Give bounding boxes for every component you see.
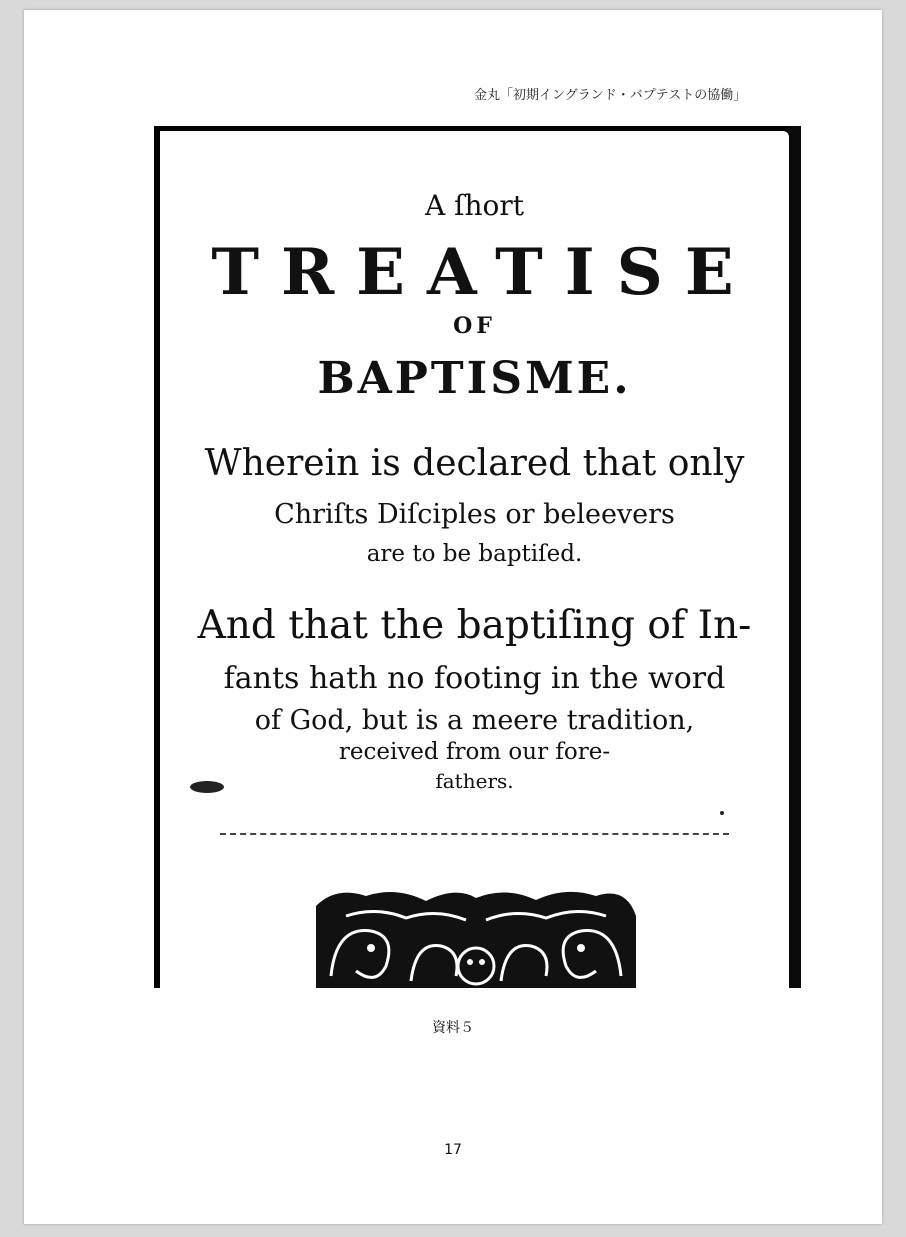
scan-paper — [160, 131, 789, 988]
ink-speck — [720, 811, 724, 815]
subtitle-line-7: received from our fore- — [338, 739, 611, 765]
title-line-baptisme: BAPTISME. — [317, 353, 632, 404]
subtitle-line-4: And that the baptiſing of In- — [197, 603, 752, 648]
scanned-title-page-image — [154, 126, 801, 988]
horizontal-rule — [220, 833, 729, 835]
subtitle-line-8: fathers. — [435, 769, 514, 793]
title-line-a-short: A ſhort — [424, 189, 524, 222]
title-line-treatise: TREATISE — [211, 235, 756, 310]
title-line-of: OF — [453, 313, 496, 339]
running-header: 金丸「初期イングランド・バプテストの協働」 — [474, 88, 747, 103]
subtitle-line-2: Chriſts Diſciples or beleevers — [274, 499, 675, 530]
subtitle-line-6: of God, but is a meere tradition, — [254, 705, 695, 736]
page-number: 17 — [444, 1142, 462, 1158]
ink-blot — [190, 781, 224, 793]
subtitle-line-3: are to be baptiſed. — [366, 541, 583, 567]
document-page — [24, 10, 882, 1224]
subtitle-line-5: fants hath no footing in the word — [223, 661, 726, 696]
woodcut-ornament-icon — [316, 886, 636, 988]
subtitle-line-1: Wherein is declared that only — [204, 443, 745, 484]
scan-dark-edge — [789, 126, 801, 988]
figure-caption: 資料５ — [432, 1020, 474, 1036]
